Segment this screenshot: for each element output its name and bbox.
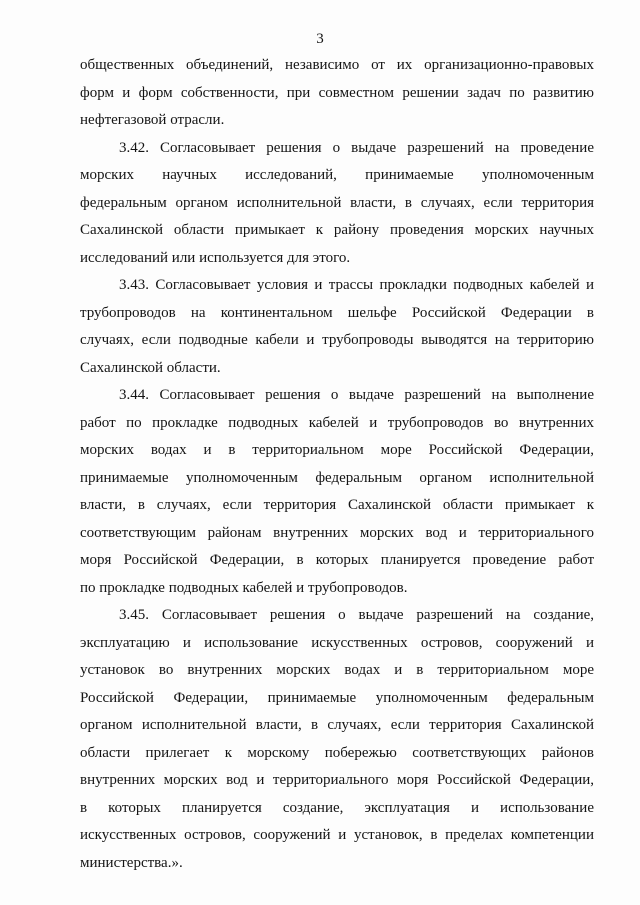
page-number: 3 xyxy=(316,31,324,47)
text-line: области прилегает к морскому побережью соответствующих районов xyxy=(80,744,594,761)
text-line: исследований или используется для этого. xyxy=(80,249,351,266)
document-body xyxy=(80,52,594,877)
text-line: министерства.». xyxy=(80,854,183,871)
text-line: федеральным органом исполнительной власти, в случаях, если территория xyxy=(80,194,594,211)
text-line: в которых планируется создание, эксплуатация и использование xyxy=(80,799,594,816)
text-line: 3.43. Согласовывает условия и трассы прокладки подводных кабелей и xyxy=(119,277,594,293)
text-line: моря Российской Федерации, в которых планируется проведение работ xyxy=(80,552,594,568)
text-line: морских водах и в территориальном море Российской Федерации, xyxy=(80,442,594,458)
text-line: нефтегазовой отрасли. xyxy=(80,112,225,128)
text-line: форм и форм собственности, при совместном решении задач по развитию xyxy=(80,84,594,101)
text-line: 3.42. Согласовывает решения о выдаче разрешений на проведение xyxy=(119,139,594,156)
text-line: работ по прокладке подводных кабелей и трубопроводов во внутренних xyxy=(80,414,594,431)
text-line: установок во внутренних морских водах и в территориальном море xyxy=(80,662,594,678)
text-line: случаях, если подводные кабели и трубопроводы выводятся на территорию xyxy=(80,332,594,348)
text-line: искусственных островов, сооружений и установок, в пределах компетенции xyxy=(80,827,594,843)
text-line: внутренних морских вод и территориального моря Российской Федерации, xyxy=(80,772,594,788)
text-line: власти, в случаях, если территория Сахалинской области примыкает к xyxy=(80,497,594,513)
text-line: Российской Федерации, принимаемые уполномоченным федеральным xyxy=(80,689,594,706)
text-line: трубопроводов на континентальном шельфе Российской Федерации в xyxy=(80,304,594,321)
text-line: 3.44. Согласовывает решения о выдаче разрешений на выполнение xyxy=(119,387,594,403)
text-line: принимаемые уполномоченным федеральным органом исполнительной xyxy=(80,469,594,486)
text-line: соответствующим районам внутренних морских вод и территориального xyxy=(80,524,594,541)
text-line: Сахалинской области примыкает к району проведения морских научных xyxy=(80,222,594,238)
text-line: 3.45. Согласовывает решения о выдаче разрешений на создание, xyxy=(119,607,594,623)
text-line: по прокладке подводных кабелей и трубопроводов. xyxy=(80,579,408,596)
text-line: морских научных исследований, принимаемые уполномоченным xyxy=(80,167,594,183)
text-line: общественных объединений, независимо от их организационно-правовых xyxy=(80,57,594,73)
text-line: органом исполнительной власти, в случаях, если территория Сахалинской xyxy=(80,717,594,733)
text-line: Сахалинской области. xyxy=(80,359,221,376)
text-line: эксплуатацию и использование искусственных островов, сооружений и xyxy=(80,634,594,651)
